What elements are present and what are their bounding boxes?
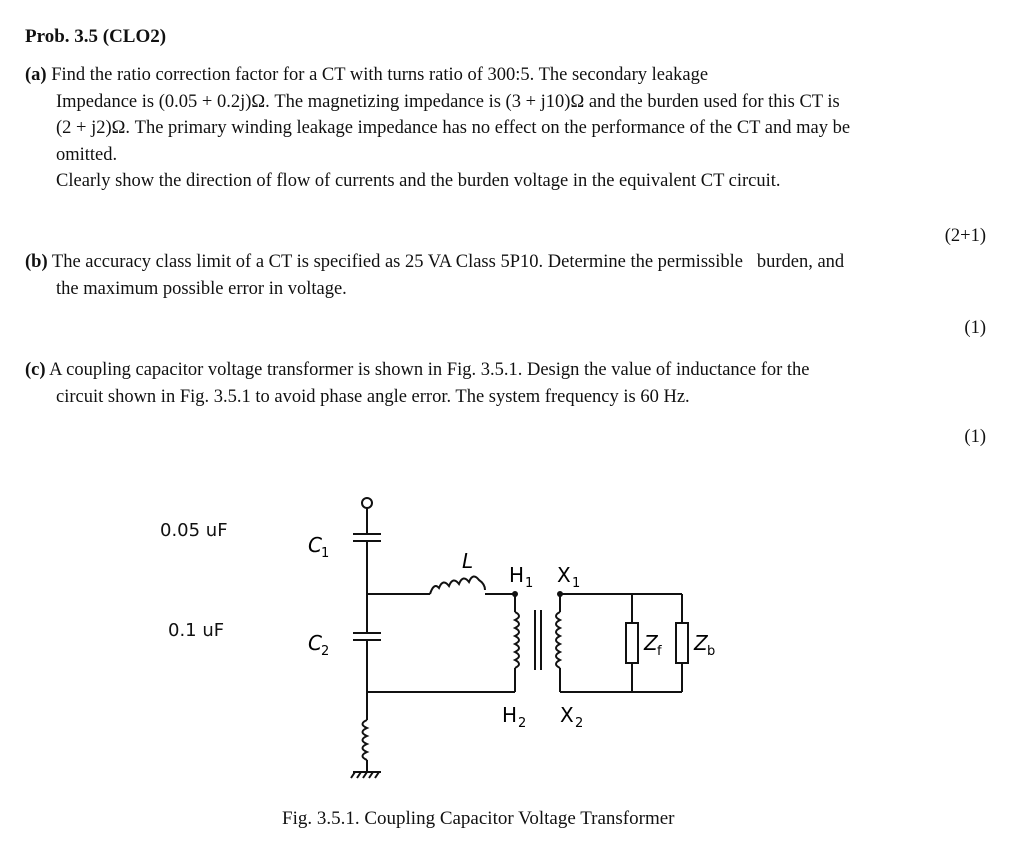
c2-value-label: 0.1 uF [168, 620, 225, 641]
x1-polarity-dot [557, 591, 563, 597]
c1-symbol-label: C [308, 533, 322, 557]
l-inductor-coil [430, 576, 485, 594]
x1-label: X [557, 563, 571, 587]
part-a-line1: Find the ratio correction factor for a CT with turns ratio of 300:5. The secondary leakage [51, 65, 709, 85]
drain-coil [363, 720, 368, 760]
part-a-line2: Impedance is (0.05 + 0.2j)Ω. The magnetizing impedance is (3 + j10)Ω and the burden used for this CT is [56, 91, 840, 112]
zb-resistor [676, 623, 688, 663]
c2-symbol-sub: 2 [321, 644, 330, 659]
primary-winding [515, 612, 519, 668]
part-a-label: (a) [25, 65, 47, 85]
part-a-line4: omitted. [56, 144, 118, 165]
part-b-marks: (1) [964, 318, 986, 338]
x2-sub: 2 [575, 716, 584, 731]
secondary-winding [556, 612, 560, 668]
h1-sub: 1 [525, 576, 534, 591]
part-b-label: (b) [25, 252, 48, 272]
part-b-line2: the maximum possible error in voltage. [56, 278, 347, 299]
zf-label: Z [644, 631, 658, 655]
zf-sub: f [657, 644, 662, 659]
c1-symbol-sub: 1 [321, 546, 330, 561]
zb-label: Z [694, 631, 708, 655]
part-c-marks: (1) [964, 427, 986, 447]
figure-caption: Fig. 3.5.1. Coupling Capacitor Voltage Transformer [282, 808, 675, 829]
part-a-marks: (2+1) [944, 226, 986, 246]
zf-resistor [626, 623, 638, 663]
problem-title: Prob. 3.5 (CLO2) [25, 26, 167, 47]
part-a-line3: (2 + j2)Ω. The primary winding leakage impedance has no effect on the performance of the CT and may be [56, 118, 851, 138]
part-b-line1: The accuracy class limit of a CT is specified as 25 VA Class 5P10. Determine the permissible burden, and [51, 252, 845, 272]
top-terminal [362, 498, 372, 508]
h2-label: H [502, 703, 518, 727]
part-a-line5: Clearly show the direction of flow of currents and the burden voltage in the equivalent CT circuit. [56, 171, 781, 191]
zb-sub: b [707, 644, 716, 659]
x2-label: X [560, 703, 574, 727]
c1-value-label: 0.05 uF [160, 520, 228, 541]
l-label: L [462, 549, 474, 573]
h1-polarity-dot [512, 591, 518, 597]
x1-sub: 1 [572, 576, 581, 591]
h1-label: H [509, 563, 525, 587]
h2-sub: 2 [518, 716, 527, 731]
part-c-label: (c) [25, 360, 46, 380]
part-c-line1: A coupling capacitor voltage transformer is shown in Fig. 3.5.1. Design the value of inductance for the [49, 360, 810, 380]
part-c-line2: circuit shown in Fig. 3.5.1 to avoid phase angle error. The system frequency is 60 Hz. [56, 386, 690, 407]
c2-symbol-label: C [308, 631, 322, 655]
